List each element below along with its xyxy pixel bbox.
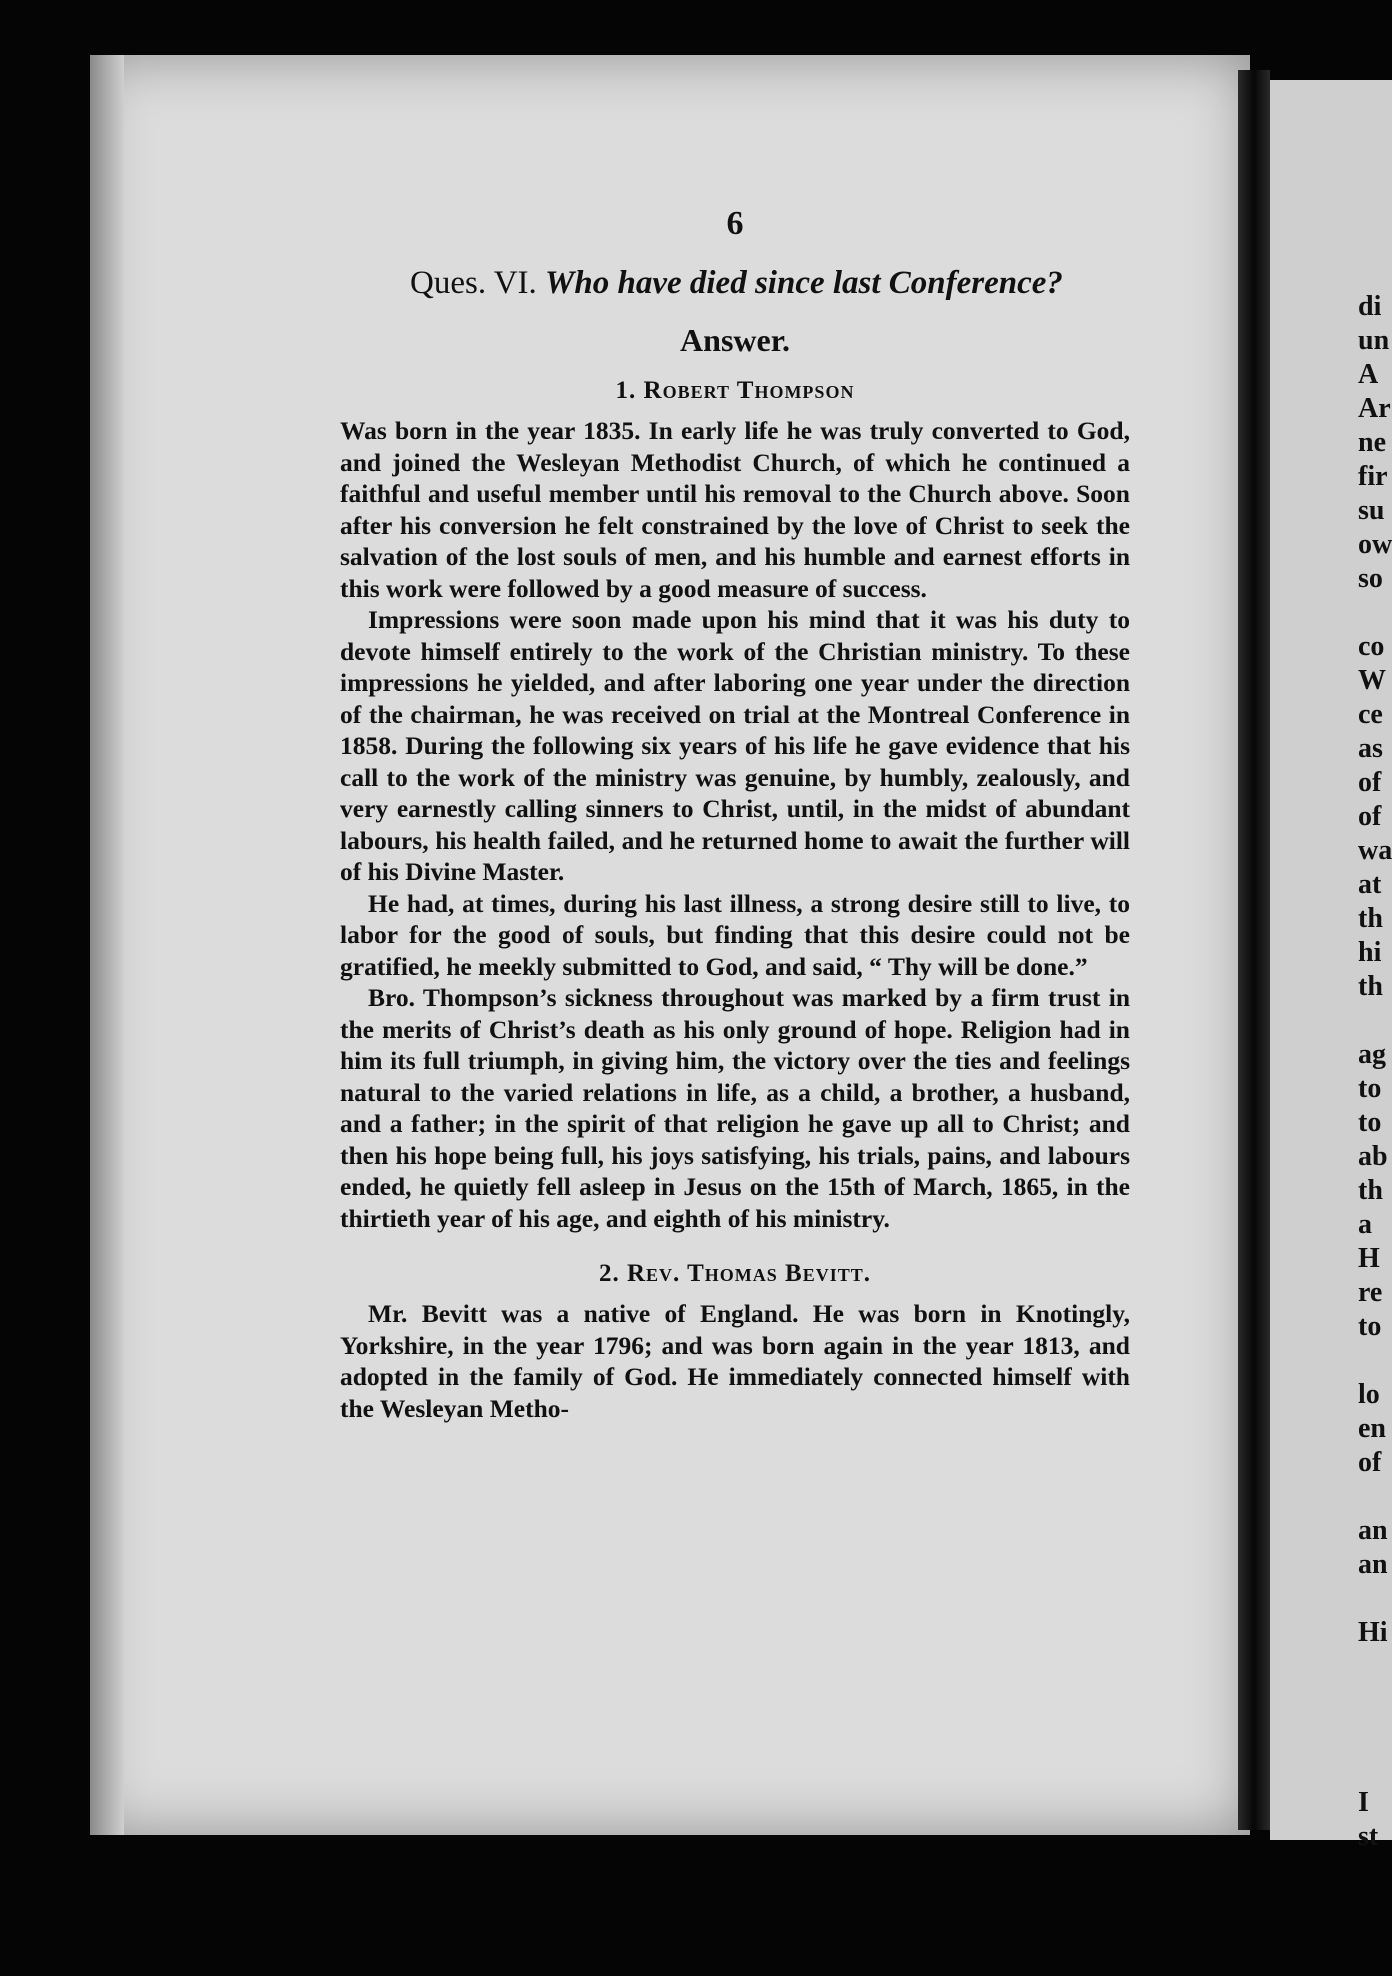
facing-page-fragment xyxy=(1358,1752,1392,1786)
entry-title: 1. Robert Thompson xyxy=(615,377,855,404)
facing-page-fragment: at xyxy=(1358,869,1382,900)
spacer xyxy=(340,1234,1130,1252)
facing-page-fragment xyxy=(1358,1718,1392,1752)
facing-page-fragment: as xyxy=(1358,733,1383,764)
page-number: 6 xyxy=(726,205,744,242)
facing-page-fragment: a xyxy=(1358,1209,1372,1240)
facing-page-fragment: ne xyxy=(1358,427,1386,458)
facing-page-fragment: an xyxy=(1358,1515,1388,1546)
entry xyxy=(340,1260,1130,1424)
facing-page-fragment xyxy=(1358,1582,1392,1616)
facing-page-fragment: Ar xyxy=(1358,393,1391,424)
paragraph: Was born in the year 1835. In early life he was truly converted to God, and joined the Wesleyan Methodist Church, of which he continued a faithful and useful member until his removal to the Church above. Soon after his conversion he felt constrained by the love of Christ to seek the salvation of the lost souls of men, and his humble and earnest efforts in this work were followed by a good measure of success. xyxy=(340,416,1130,603)
book-gutter xyxy=(1238,70,1270,1830)
facing-page-fragment: W xyxy=(1358,665,1386,696)
question-label: Ques. VI. xyxy=(410,265,537,301)
facing-page-fragment: th xyxy=(1358,971,1383,1002)
facing-page-fragment: co xyxy=(1358,631,1385,662)
page-edge xyxy=(90,55,124,1835)
facing-page-fragment: of xyxy=(1358,767,1382,798)
facing-page-fragment: re xyxy=(1358,1277,1383,1308)
answer-heading: Answer. xyxy=(680,322,790,358)
entry-title: 2. Rev. Thomas Bevitt. xyxy=(599,1260,871,1287)
facing-page-fragment: so xyxy=(1358,563,1383,594)
paragraph: He had, at times, during his last illness, a strong desire still to live, to labor for the good of souls, but finding that this desire could not be gratified, he meekly submitted to God, and said, “ Thy will be done.” xyxy=(340,888,1130,981)
facing-page-fragment: to xyxy=(1358,1073,1382,1104)
facing-page-fragment xyxy=(1358,1480,1392,1514)
facing-page-fragment xyxy=(1358,1684,1392,1718)
facing-page-fragment: I xyxy=(1358,1787,1369,1818)
facing-page-fragment: fir xyxy=(1358,461,1388,492)
facing-page-fragment: of xyxy=(1358,1447,1382,1478)
facing-page-fragment: di xyxy=(1358,291,1382,322)
facing-page-fragment: hi xyxy=(1358,937,1382,968)
question-heading xyxy=(410,265,1130,302)
facing-page-fragment: wa xyxy=(1358,835,1392,866)
facing-page-text xyxy=(1358,290,1392,1854)
paragraph: Mr. Bevitt was a native of England. He was born in Knotingly, Yorkshire, in the year 1796; and was born again in the year 1813, and adopted in the family of God. He immediately connected himself with the Wesleyan Metho- xyxy=(340,1299,1130,1423)
facing-page-fragment: ag xyxy=(1358,1039,1386,1070)
facing-page-fragment: en xyxy=(1358,1413,1386,1444)
facing-page-fragment: to xyxy=(1358,1107,1382,1138)
facing-page-fragment xyxy=(1358,1344,1392,1378)
facing-page-fragment: to xyxy=(1358,1311,1382,1342)
facing-page-fragment xyxy=(1358,596,1392,630)
facing-page-fragment: H xyxy=(1358,1243,1380,1274)
facing-page-fragment: su xyxy=(1358,495,1385,526)
facing-page-fragment: an xyxy=(1358,1549,1388,1580)
facing-page-fragment: th xyxy=(1358,903,1383,934)
question-text: Who have died since last Conference? xyxy=(545,265,1063,301)
facing-page-fragment: ab xyxy=(1358,1141,1388,1172)
facing-page-fragment xyxy=(1358,1650,1392,1684)
facing-page-fragment: lo xyxy=(1358,1379,1380,1410)
facing-page-fragment: un xyxy=(1358,325,1390,356)
facing-page-fragment: ow xyxy=(1358,529,1392,560)
facing-page-fragment: th xyxy=(1358,1175,1383,1206)
facing-page-fragment: A xyxy=(1358,359,1379,390)
paragraph: Bro. Thompson’s sickness throughout was marked by a firm trust in the merits of Christ’s death as his only ground of hope. Religion had in him its full triumph, in giving him, the victory over the ties and feelings natural to the varied relations in life, as a child, a brother, a husband, and a father; in the spirit of that religion he gave up all to Christ; and then his hope being full, his joys satisfying, his trials, pains, and labours ended, he quietly fell asleep in Jesus on the 15th of March, 1865, in the thirtieth year of his age, and eighth of his ministry. xyxy=(340,983,1130,1233)
facing-page-fragment: ce xyxy=(1358,699,1383,730)
page-content xyxy=(340,205,1130,1424)
facing-page-fragment: Hi xyxy=(1358,1617,1388,1648)
paragraph: Impressions were soon made upon his mind that it was his duty to devote himself entirely to the work of the Christian ministry. To these impressions he yielded, and after laboring one year under the direction of the chairman, he was received on trial at the Montreal Conference in 1858. During the following six years of his life he gave evidence that his call to the work of the ministry was genuine, by humbly, zealously, and very earnestly calling sinners to Christ, until, in the midst of abundant labours, his health failed, and he returned home to await the further will of his Divine Master. xyxy=(340,605,1130,886)
facing-page-fragment xyxy=(1358,1004,1392,1038)
facing-page-fragment: of xyxy=(1358,801,1382,832)
entry xyxy=(340,377,1130,1234)
facing-page-fragment: st xyxy=(1358,1821,1379,1852)
